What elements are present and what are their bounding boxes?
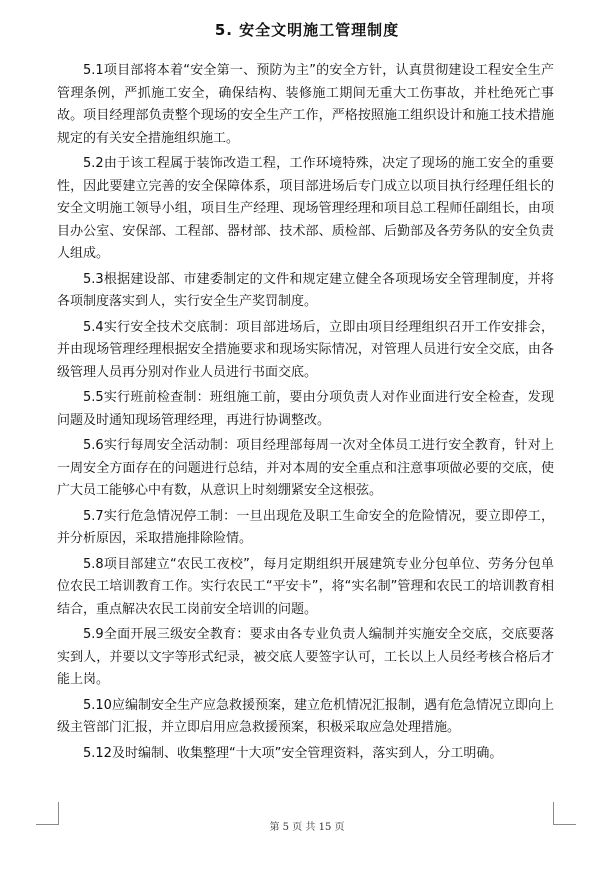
paragraph-5-8: 5.8项目部建立“农民工夜校”，每月定期组织开展建筑专业分包单位、劳务分包单位农民工培训教育工作。实行农民工“平安卡”，将“实名制”管理和农民工的培训教育相结合，重点解决农民工岗前安全培训的问题。 xyxy=(57,556,554,617)
paragraph-5-6: 5.6实行每周安全活动制：项目经理部每周一次对全体员工进行安全教育，针对上一周安全方面存在的问题进行总结，并对本周的安全重点和注意事项做必要的交底，使广大员工能够心中有数，从意识上时刻绷紧安全这根弦。 xyxy=(57,438,554,498)
paragraph-5-9: 5.9全面开展三级安全教育：要求由各专业负责人编制并实施安全交底，交底要落实到人，并要以文字等形式纪录，被交底人要签字认可，工长以上人员经考核合格后才能上岗。 xyxy=(57,627,554,687)
paragraph-5-5: 5.5实行班前检查制：班组施工前，要由分项负责人对作业面进行安全检查，发现问题及时通知现场管理经理，再进行协调整改。 xyxy=(57,390,554,428)
section-title: 5. 安全文明施工管理制度 xyxy=(214,21,400,39)
paragraph-5-4: 5.4实行安全技术交底制：项目部进场后，立即由项目经理组织召开工作安排会，并由现场管理经理根据安全措施要求和现场实际情况，对管理人员进行安全交底，由各级管理人员再分别对作业人员进行书面交底。 xyxy=(57,319,554,380)
paragraph-5-2: 5.2由于该工程属于装饰改造工程，工作环境特殊，决定了现场的施工安全的重要性，因此要建立完善的安全保障体系，项目部进场后专门成立以项目执行经理任组长的安全文明施工领导小组，项目生产经理、现场管理经理和项目总工程师任副组长，由项目办公室、安保部、工程部、器材部、技术部、质检部、后勤部及各劳务队的安全负责人组成。 xyxy=(57,156,554,261)
document-body xyxy=(57,60,554,768)
page-number-footer: 第 5 页 共 15 页 xyxy=(269,822,345,833)
paragraph-5-3: 5.3根据建设部、市建委制定的文件和规定建立健全各项现场安全管理制度，并将各项制度落实到人，实行安全生产奖罚制度。 xyxy=(57,271,554,309)
paragraph-5-12: 5.12及时编制、收集整理“十大项”安全管理资料，落实到人，分工明确。 xyxy=(83,745,503,761)
paragraph-5-1: 5.1项目部将本着“安全第一、预防为主”的安全方针，认真贯彻建设工程安全生产管理条例，严抓施工安全，确保结构、装修施工期间无重大工伤事故，并杜绝死亡事故。项目经理部负责整个现场的安全生产工作，严格按照施工组织设计和施工技术措施规定的有关安全措施组织施工。 xyxy=(57,63,554,146)
paragraph-5-10: 5.10应编制安全生产应急救援预案，建立危机情况汇报制，遇有危急情况立即向上级主管部门汇报，并立即启用应急救援预案，积极采取应急处理措施。 xyxy=(57,697,554,735)
paragraph-5-7: 5.7实行危急情况停工制：一旦出现危及职工生命安全的危险情况，要立即停工，并分析原因，采取措施排除险情。 xyxy=(57,508,554,546)
